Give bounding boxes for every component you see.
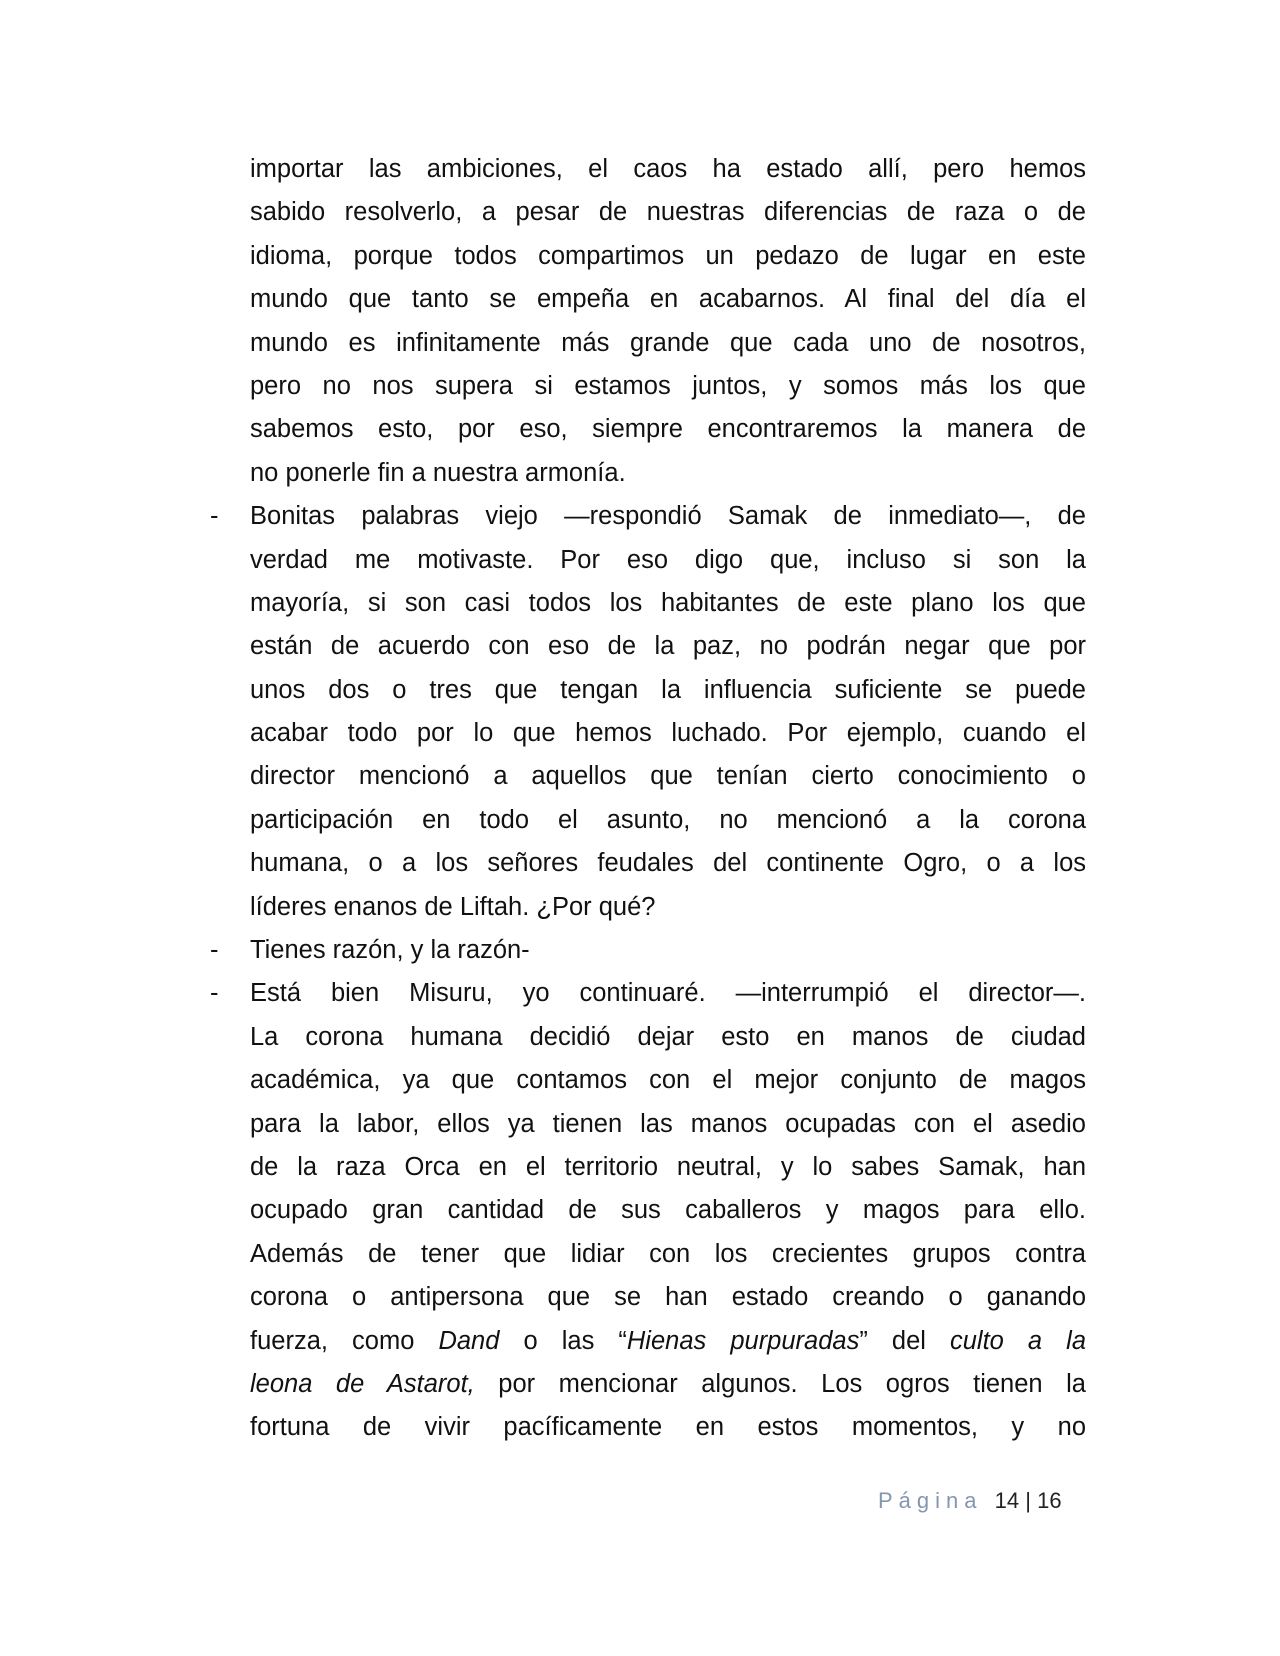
text-run: ” del xyxy=(859,1326,950,1355)
text-run: idioma, porque todos compartimos un pedazo de lugar en este xyxy=(250,241,1086,270)
text-line xyxy=(250,1059,1086,1102)
text-line xyxy=(250,365,1086,408)
text-run: Tienes razón, y la razón- xyxy=(250,936,530,965)
text-run: sabido resolverlo, a pesar de nuestras diferencias de raza o de xyxy=(250,198,1086,227)
text-run: participación en todo el asunto, no mencionó a la corona xyxy=(250,805,1086,834)
italic-text: Dand xyxy=(438,1326,500,1355)
text-run: Bonitas palabras viejo —respondió Samak de inmediato—, de xyxy=(250,502,1086,531)
text-line xyxy=(250,1016,1086,1059)
text-run: fortuna de vivir pacíficamente en estos momentos, y no xyxy=(250,1413,1086,1442)
text-line xyxy=(250,1233,1086,1276)
text-line xyxy=(250,1189,1086,1232)
text-line xyxy=(250,1320,1086,1363)
text-run: verdad me motivaste. Por eso digo que, incluso si son la xyxy=(250,545,1086,574)
italic-text: leona de Astarot, xyxy=(250,1369,475,1398)
text-line xyxy=(250,148,1086,191)
text-line xyxy=(250,886,1086,929)
text-run: Está bien Misuru, yo continuaré. —interrumpió el director—. xyxy=(250,979,1086,1008)
text-line xyxy=(250,408,1086,451)
text-run: mundo que tanto se empeña en acabarnos. Al final del día el xyxy=(250,285,1086,314)
text-line xyxy=(250,712,1086,755)
dialogue-dash: - xyxy=(210,979,219,1008)
text-run: acabar todo por lo que hemos luchado. Por ejemplo, cuando el xyxy=(250,719,1086,748)
text-run: director mencionó a aquellos que tenían cierto conocimiento o xyxy=(250,762,1086,791)
page-label: Página xyxy=(878,1488,983,1513)
text-line xyxy=(250,1406,1086,1449)
text-line xyxy=(250,582,1086,625)
text-run: pero no nos supera si estamos juntos, y somos más los que xyxy=(250,371,1086,400)
text-run: o las “ xyxy=(499,1326,627,1355)
text-run: corona o antipersona que se han estado creando o ganando xyxy=(250,1283,1086,1312)
text-run: ocupado gran cantidad de sus caballeros y magos para ello. xyxy=(250,1196,1086,1225)
text-run: para la labor, ellos ya tienen las manos ocupadas con el asedio xyxy=(250,1109,1086,1138)
document-body xyxy=(210,148,1087,1450)
text-run: sabemos esto, por eso, siempre encontraremos la manera de xyxy=(250,415,1086,444)
dialogue-paragraph xyxy=(210,972,1087,1449)
text-run: están de acuerdo con eso de la paz, no podrán negar que por xyxy=(250,632,1086,661)
text-run: La corona humana decidió dejar esto en manos de ciudad xyxy=(250,1022,1086,1051)
italic-text: culto a la xyxy=(950,1326,1087,1355)
text-run: mundo es infinitamente más grande que cada uno de nosotros, xyxy=(250,328,1086,357)
text-run: por mencionar algunos. Los ogros tienen la xyxy=(474,1369,1086,1398)
text-line xyxy=(250,322,1086,365)
text-line xyxy=(250,191,1086,234)
text-line xyxy=(210,972,1086,1015)
text-run: unos dos o tres que tengan la influencia suficiente se puede xyxy=(250,675,1086,704)
text-run: académica, ya que contamos con el mejor conjunto de magos xyxy=(250,1066,1086,1095)
text-line xyxy=(250,235,1086,278)
text-line xyxy=(250,842,1086,885)
text-line xyxy=(250,755,1086,798)
text-line xyxy=(250,669,1086,712)
text-run: no ponerle fin a nuestra armonía. xyxy=(250,458,626,487)
text-line xyxy=(250,278,1086,321)
page-separator: | xyxy=(1025,1488,1031,1513)
text-run: líderes enanos de Liftah. ¿Por qué? xyxy=(250,892,656,921)
text-run: Además de tener que lidiar con los crecientes grupos contra xyxy=(250,1239,1086,1268)
dialogue-paragraph xyxy=(210,495,1086,929)
text-run: fuerza, como xyxy=(250,1326,439,1355)
dialogue-paragraph xyxy=(210,929,1086,972)
text-line xyxy=(250,1103,1086,1146)
text-run: de la raza Orca en el territorio neutral, y lo sabes Samak, han xyxy=(250,1152,1086,1181)
text-run: mayoría, si son casi todos los habitantes de este plano los que xyxy=(250,588,1086,617)
text-run: importar las ambiciones, el caos ha estado allí, pero hemos xyxy=(250,155,1086,183)
text-line xyxy=(250,539,1086,582)
text-run: humana, o a los señores feudales del continente Ogro, o a los xyxy=(250,849,1086,878)
text-line xyxy=(250,452,1086,495)
page-footer xyxy=(878,1488,1062,1514)
text-line xyxy=(250,1363,1086,1406)
text-line xyxy=(210,495,1086,538)
italic-text: Hienas purpuradas xyxy=(626,1326,860,1355)
page-number: 14 xyxy=(994,1488,1020,1513)
text-line xyxy=(250,625,1086,668)
page-total: 16 xyxy=(1037,1488,1062,1513)
dialogue-dash: - xyxy=(210,936,219,965)
text-line xyxy=(210,929,1086,972)
dialogue-dash: - xyxy=(210,502,219,531)
text-line xyxy=(250,799,1086,842)
paragraph xyxy=(250,148,1086,495)
text-line xyxy=(250,1146,1086,1189)
text-line xyxy=(250,1276,1086,1319)
